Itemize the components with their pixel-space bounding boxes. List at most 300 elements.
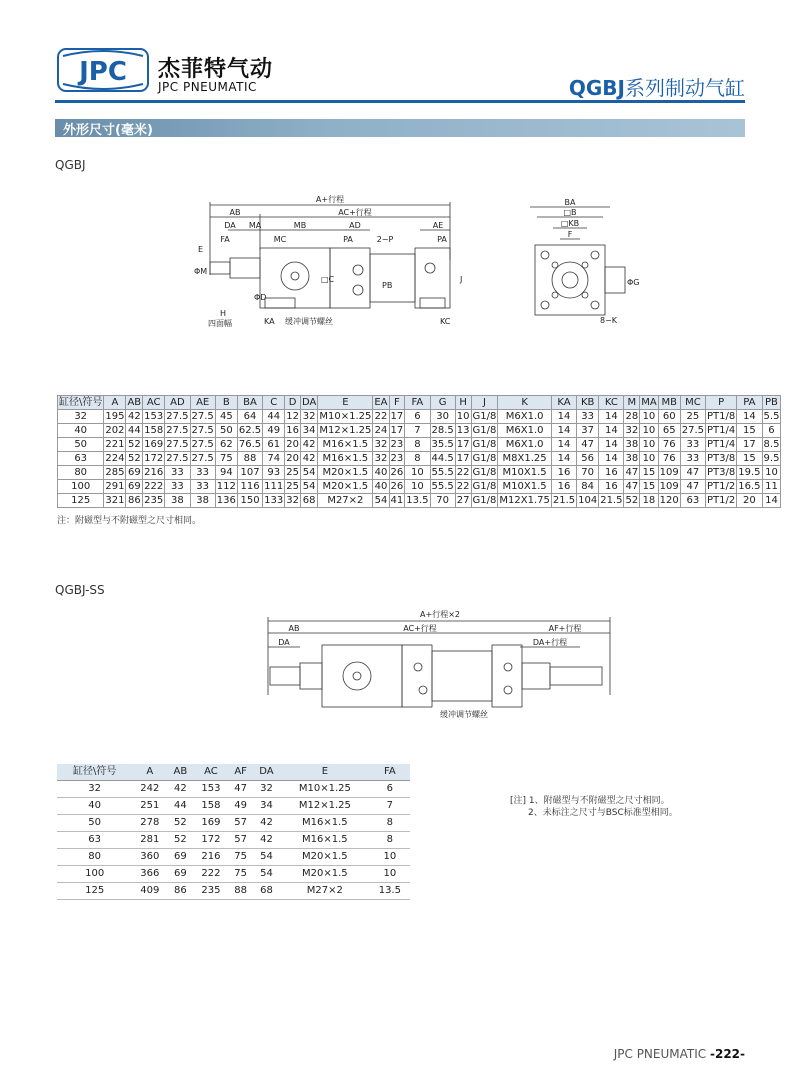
column-header: E [280, 764, 370, 781]
table-cell: 44 [263, 410, 285, 424]
table-cell: 281 [132, 832, 167, 849]
svg-text:PA: PA [343, 235, 353, 244]
table-cell: 33 [165, 480, 190, 494]
table-cell: 11 [762, 480, 781, 494]
svg-text:A+行程: A+行程 [315, 195, 345, 204]
table-cell: 32 [58, 410, 104, 424]
table-cell: 52 [167, 815, 193, 832]
table-cell: 20 [286, 453, 299, 464]
column-header: MB [658, 396, 680, 410]
table-cell: 16 [551, 480, 576, 494]
table-cell: PT3/8 [707, 453, 736, 464]
table-cell: 33 [165, 466, 190, 480]
table-cell: 15 [640, 466, 658, 480]
table-cell: G1/8 [472, 453, 497, 464]
table-cell: 14 [737, 410, 762, 424]
table-cell: 109 [659, 467, 679, 478]
table-row [58, 480, 781, 494]
column-header: KA [551, 396, 576, 410]
table-cell: 54 [300, 480, 317, 494]
svg-text:ΦD: ΦD [254, 293, 267, 302]
table-cell: 34 [253, 798, 280, 815]
table-cell: 76 [658, 452, 680, 466]
table-cell: 54 [253, 849, 280, 866]
table-cell: 15 [737, 424, 762, 438]
column-header: AD [165, 396, 190, 410]
table-cell: M16×1.5 [280, 832, 370, 849]
column-header: K [498, 396, 551, 410]
svg-text:四面幅: 四面幅 [208, 319, 232, 328]
table-cell: PT1/4 [707, 425, 736, 436]
table-cell: 111 [264, 481, 284, 492]
table-cell: M10X1.5 [498, 466, 551, 480]
table-cell: 22 [456, 481, 470, 492]
table-cell: 41 [390, 495, 404, 506]
table-cell: M6X1.0 [498, 438, 551, 452]
qgbj-note: 注：附磁型与不附磁型之尺寸相同。 [57, 516, 202, 526]
table-cell: 14 [599, 438, 624, 452]
svg-text:MA: MA [248, 221, 262, 230]
table-cell: 32 [374, 439, 388, 450]
table-cell: 37 [577, 424, 599, 438]
table-cell: 76.5 [238, 439, 262, 450]
table-cell: 221 [105, 439, 125, 450]
table-cell: M16×1.5 [318, 452, 373, 466]
table-cell: 100 [57, 866, 132, 883]
table-cell: 17 [390, 411, 404, 422]
table-cell: 25 [680, 410, 705, 424]
table-cell: 47 [228, 781, 252, 798]
table-cell: 14 [551, 410, 576, 424]
table-cell: 321 [105, 495, 125, 506]
svg-text:AE: AE [432, 221, 444, 230]
svg-text:MB: MB [293, 221, 307, 230]
table-cell: 27 [456, 495, 470, 506]
table-cell: 32 [57, 781, 132, 798]
column-header: M [624, 396, 640, 410]
table-cell: 10 [640, 438, 658, 452]
table-cell: 32 [253, 781, 280, 798]
table-row [58, 466, 781, 480]
column-header: E [318, 396, 373, 410]
table-cell: 40 [374, 467, 388, 478]
qgbj-ss-note-1: [注] 1、附磁型与不附磁型之尺寸相同。 [510, 796, 670, 806]
qgbj-side-drawing [190, 190, 470, 340]
table-cell: 14 [551, 424, 576, 438]
table-cell: 22 [374, 411, 388, 422]
column-header: KC [599, 396, 624, 410]
table-cell: 16 [599, 480, 624, 494]
table-cell: 10 [762, 466, 781, 480]
qgbj-ss-label: QGBJ-SS [55, 583, 105, 597]
qgbj-label: QGBJ [55, 158, 86, 172]
table-cell: 34 [300, 424, 317, 438]
table-cell: 40 [57, 798, 132, 815]
table-cell: 21.5 [552, 495, 576, 506]
table-cell: 16.5 [738, 481, 761, 492]
table-cell: 17 [456, 439, 470, 450]
svg-text:2−P: 2−P [376, 235, 394, 244]
table-cell: 56 [577, 452, 599, 466]
table-row [57, 849, 410, 866]
page-title: QGBJ系列制动气缸 [568, 76, 745, 100]
table-cell: M8X1.25 [498, 452, 551, 466]
table-cell: 47 [680, 480, 705, 494]
table-cell: 366 [132, 866, 167, 883]
table-cell: 49 [263, 424, 285, 438]
table-cell: 158 [144, 425, 164, 436]
table-cell: 150 [237, 494, 262, 508]
table-cell: 13.5 [370, 883, 410, 900]
table-cell: 93 [263, 466, 285, 480]
table-row [58, 410, 781, 424]
table-cell: 84 [577, 480, 599, 494]
table-cell: M27×2 [318, 494, 373, 508]
table-cell: 5.5 [763, 411, 780, 422]
table-cell: M20×1.5 [280, 849, 370, 866]
table-row [58, 424, 781, 438]
table-cell: 38 [625, 439, 639, 450]
table-cell: 63 [57, 832, 132, 849]
logo-text: JPC [79, 57, 127, 87]
table-cell: 8 [405, 452, 430, 466]
table-cell: M10×1.25 [280, 781, 370, 798]
table-cell: 25 [286, 467, 299, 478]
table-cell: 7 [370, 798, 410, 815]
table-cell: 172 [144, 453, 164, 464]
column-header: A [132, 764, 167, 781]
table-cell: 88 [237, 452, 262, 466]
table-cell: M12×1.25 [319, 425, 372, 436]
table-cell: 33 [680, 438, 705, 452]
svg-text:AC+行程: AC+行程 [338, 208, 372, 217]
table-cell: 44 [127, 425, 141, 436]
svg-text:AF+行程: AF+行程 [548, 624, 582, 633]
table-cell: 169 [193, 815, 228, 832]
table-row [57, 832, 410, 849]
table-cell: 27.5 [166, 411, 189, 422]
table-cell: 69 [127, 467, 141, 478]
table-cell: 32 [374, 453, 388, 464]
table-cell: 17 [737, 438, 762, 452]
svg-text:□KB: □KB [560, 219, 580, 228]
table-cell: 47 [625, 481, 639, 492]
column-header: C [263, 396, 285, 410]
table-cell: M27×2 [280, 883, 370, 900]
table-cell: G1/8 [472, 467, 497, 478]
table-cell: 62 [215, 438, 237, 452]
table-cell: 55.5 [431, 481, 454, 492]
table-cell: 75 [228, 866, 252, 883]
qgbj-ss-drawing [260, 605, 620, 720]
table-cell: 75 [228, 849, 252, 866]
table-cell: 15 [737, 452, 762, 466]
table-cell: 6 [762, 424, 781, 438]
page-footer: JPC PNEUMATIC -222- [613, 1047, 745, 1061]
table-cell: 33 [190, 480, 215, 494]
table-cell: 136 [216, 495, 236, 506]
table-cell: 64 [237, 410, 262, 424]
table-cell: 54 [374, 495, 388, 506]
table-cell: 80 [58, 466, 104, 480]
table-cell: 112 [216, 481, 236, 492]
table-cell: 61 [263, 438, 285, 452]
table-cell: M10X1.5 [498, 480, 551, 494]
table-cell: 153 [144, 411, 164, 422]
svg-text:MC: MC [273, 235, 287, 244]
table-cell: 32 [286, 495, 299, 506]
column-header: 缸径\符号 [57, 764, 132, 781]
svg-text:DA: DA [278, 638, 290, 647]
svg-text:AB: AB [288, 624, 300, 633]
table-cell: 19.5 [738, 467, 761, 478]
table-cell: 10 [640, 410, 658, 424]
table-cell: 251 [132, 798, 167, 815]
svg-text:J: J [460, 275, 463, 284]
table-cell: 74 [263, 452, 285, 466]
table-cell: 55.5 [431, 467, 454, 478]
table-cell: 26 [390, 481, 404, 492]
table-cell: 10 [405, 466, 430, 480]
table-cell: M6X1.0 [498, 424, 551, 438]
table-cell: 10 [640, 424, 658, 438]
table-row [58, 494, 781, 508]
table-cell: 70 [577, 466, 599, 480]
table-cell: 33 [190, 466, 215, 480]
table-cell: 27.5 [166, 425, 189, 436]
table-cell: 21.5 [600, 495, 623, 506]
table-cell: 24 [374, 425, 388, 436]
table-cell: 42 [127, 411, 141, 422]
table-cell: G1/8 [472, 439, 497, 450]
table-cell: 16 [599, 466, 624, 480]
column-header: MC [680, 396, 705, 410]
table-cell: 44.5 [431, 453, 454, 464]
svg-text:AB: AB [229, 208, 241, 217]
column-header: A [104, 396, 126, 410]
table-cell: PT3/8 [707, 467, 736, 478]
table-header-row [58, 396, 781, 410]
table-row [57, 866, 410, 883]
table-cell: 47 [577, 438, 599, 452]
table-cell: 76 [658, 438, 680, 452]
table-row [57, 883, 410, 900]
table-cell: 27.5 [191, 411, 214, 422]
table-cell: 86 [127, 495, 141, 506]
table-cell: 27.5 [166, 439, 189, 450]
svg-text:□C: □C [321, 275, 335, 284]
table-cell: 33 [680, 452, 705, 466]
table-cell: 57 [228, 815, 252, 832]
table-cell: G1/8 [472, 481, 497, 492]
table-cell: 8 [370, 832, 410, 849]
column-header: AC [143, 396, 165, 410]
column-header: PB [762, 396, 781, 410]
table-cell: 54 [300, 466, 317, 480]
table-cell: 13.5 [406, 495, 429, 506]
table-cell: 49 [228, 798, 252, 815]
table-cell: 42 [253, 815, 280, 832]
table-cell: 40 [374, 481, 388, 492]
table-cell: 23 [390, 453, 404, 464]
svg-text:BA: BA [564, 198, 576, 207]
table-cell: 104 [578, 495, 598, 506]
table-cell: 8 [405, 438, 430, 452]
table-cell: 86 [167, 883, 193, 900]
table-cell: 23 [390, 439, 404, 450]
svg-text:ΦG: ΦG [627, 278, 640, 287]
qgbj-end-drawing [515, 195, 655, 325]
table-cell: 17 [390, 425, 404, 436]
table-row [58, 452, 781, 466]
table-cell: 107 [237, 466, 262, 480]
table-cell: 6 [370, 781, 410, 798]
company-logo [57, 48, 149, 92]
column-header: F [389, 396, 405, 410]
table-cell: 172 [193, 832, 228, 849]
column-header: FA [405, 396, 430, 410]
column-header: D [285, 396, 301, 410]
column-header: DA [301, 397, 317, 408]
table-cell: 14 [599, 424, 624, 438]
section-bar [55, 119, 745, 137]
table-cell: 153 [193, 781, 228, 798]
column-header: J [471, 396, 498, 410]
table-cell: 52 [625, 495, 639, 506]
svg-text:F: F [567, 230, 573, 239]
column-header: H [455, 396, 471, 410]
table-cell: M20×1.5 [280, 866, 370, 883]
table-cell: 28 [625, 411, 639, 422]
table-header-row [57, 764, 410, 781]
column-header: AE [190, 396, 215, 410]
table-cell: 120 [659, 495, 679, 506]
table-cell: G1/8 [472, 425, 497, 436]
table-cell: M20×1.5 [318, 466, 373, 480]
table-cell: 224 [105, 453, 125, 464]
table-cell: 35.5 [431, 439, 454, 450]
table-cell: G1/8 [472, 411, 497, 422]
table-cell: 16 [551, 466, 576, 480]
svg-text:缓冲调节螺丝: 缓冲调节螺丝 [285, 317, 333, 326]
table-cell: 54 [253, 866, 280, 883]
svg-text:DA: DA [224, 221, 236, 230]
table-cell: 38 [165, 494, 190, 508]
table-cell: 42 [300, 452, 317, 466]
table-cell: 10 [456, 411, 470, 422]
table-cell: 133 [264, 495, 284, 506]
table-cell: M16×1.5 [280, 815, 370, 832]
table-cell: 125 [57, 883, 132, 900]
qgbj-dimension-table [57, 395, 781, 508]
column-header: B [215, 396, 237, 410]
table-cell: 65 [658, 424, 680, 438]
table-cell: 52 [127, 439, 141, 450]
table-cell: 69 [167, 866, 193, 883]
table-cell: 14 [599, 452, 624, 466]
table-cell: 70 [430, 494, 455, 508]
column-header: AB [127, 397, 142, 408]
svg-text:DA+行程: DA+行程 [532, 638, 568, 647]
table-cell: M6X1.0 [498, 410, 551, 424]
qgbj-ss-note-2: 2、未标注之尺寸与BSC标准型相同。 [528, 808, 678, 818]
table-cell: 235 [144, 495, 164, 506]
table-cell: 50 [58, 438, 104, 452]
svg-text:PA: PA [437, 235, 447, 244]
table-cell: 47 [625, 467, 639, 478]
table-cell: 40 [58, 424, 104, 438]
table-cell: 222 [144, 481, 164, 492]
table-cell: G1/8 [472, 495, 497, 506]
table-cell: 125 [58, 494, 104, 508]
table-cell: PT1/2 [707, 495, 736, 506]
table-cell: M20×1.5 [318, 480, 373, 494]
table-cell: 109 [659, 481, 679, 492]
column-header: KB [577, 396, 599, 410]
table-cell: 25 [286, 481, 299, 492]
table-cell: 16 [286, 425, 299, 436]
brand-name-en: JPC PNEUMATIC [158, 80, 257, 94]
table-cell: 88 [228, 883, 252, 900]
column-header: PA [737, 396, 762, 410]
table-cell: 30 [430, 410, 455, 424]
table-cell: 32 [625, 425, 639, 436]
table-cell: 27.5 [191, 425, 214, 436]
table-cell: 360 [132, 849, 167, 866]
table-cell: 100 [58, 480, 104, 494]
svg-text:8−K: 8−K [600, 316, 618, 325]
table-cell: 8 [370, 815, 410, 832]
table-cell: 38 [190, 494, 215, 508]
table-cell: M16×1.5 [318, 438, 373, 452]
table-cell: 10 [405, 480, 430, 494]
table-cell: 202 [105, 425, 125, 436]
table-cell: 62.5 [238, 425, 262, 436]
table-cell: 45 [215, 410, 237, 424]
table-cell: 27.5 [191, 439, 214, 450]
header-divider [55, 100, 745, 103]
table-cell: 27.5 [191, 453, 214, 464]
table-cell: PT1/4 [707, 439, 736, 450]
table-cell: M12×1.25 [280, 798, 370, 815]
table-cell: 52 [127, 453, 141, 464]
table-cell: 14 [762, 494, 781, 508]
table-cell: 409 [132, 883, 167, 900]
column-header: AB [167, 764, 193, 781]
table-cell: 42 [253, 832, 280, 849]
table-cell: 6 [405, 410, 430, 424]
table-cell: 13 [456, 425, 470, 436]
table-cell: 20 [286, 439, 299, 450]
svg-text:缓冲调节螺丝: 缓冲调节螺丝 [440, 710, 488, 719]
column-header: AF [228, 764, 252, 781]
table-cell: 14 [599, 410, 624, 424]
table-cell: 10 [370, 849, 410, 866]
table-cell: 285 [105, 467, 125, 478]
table-cell: 216 [193, 849, 228, 866]
table-cell: 32 [300, 410, 317, 424]
table-cell: 291 [105, 481, 125, 492]
column-header: FA [370, 764, 410, 781]
column-header: EA [374, 397, 388, 408]
table-cell: 10 [370, 866, 410, 883]
table-cell: 69 [167, 849, 193, 866]
table-cell: 10 [640, 452, 658, 466]
table-cell: 8.5 [763, 439, 780, 450]
table-cell: 68 [253, 883, 280, 900]
table-cell: 52 [167, 832, 193, 849]
table-cell: 7 [405, 424, 430, 438]
